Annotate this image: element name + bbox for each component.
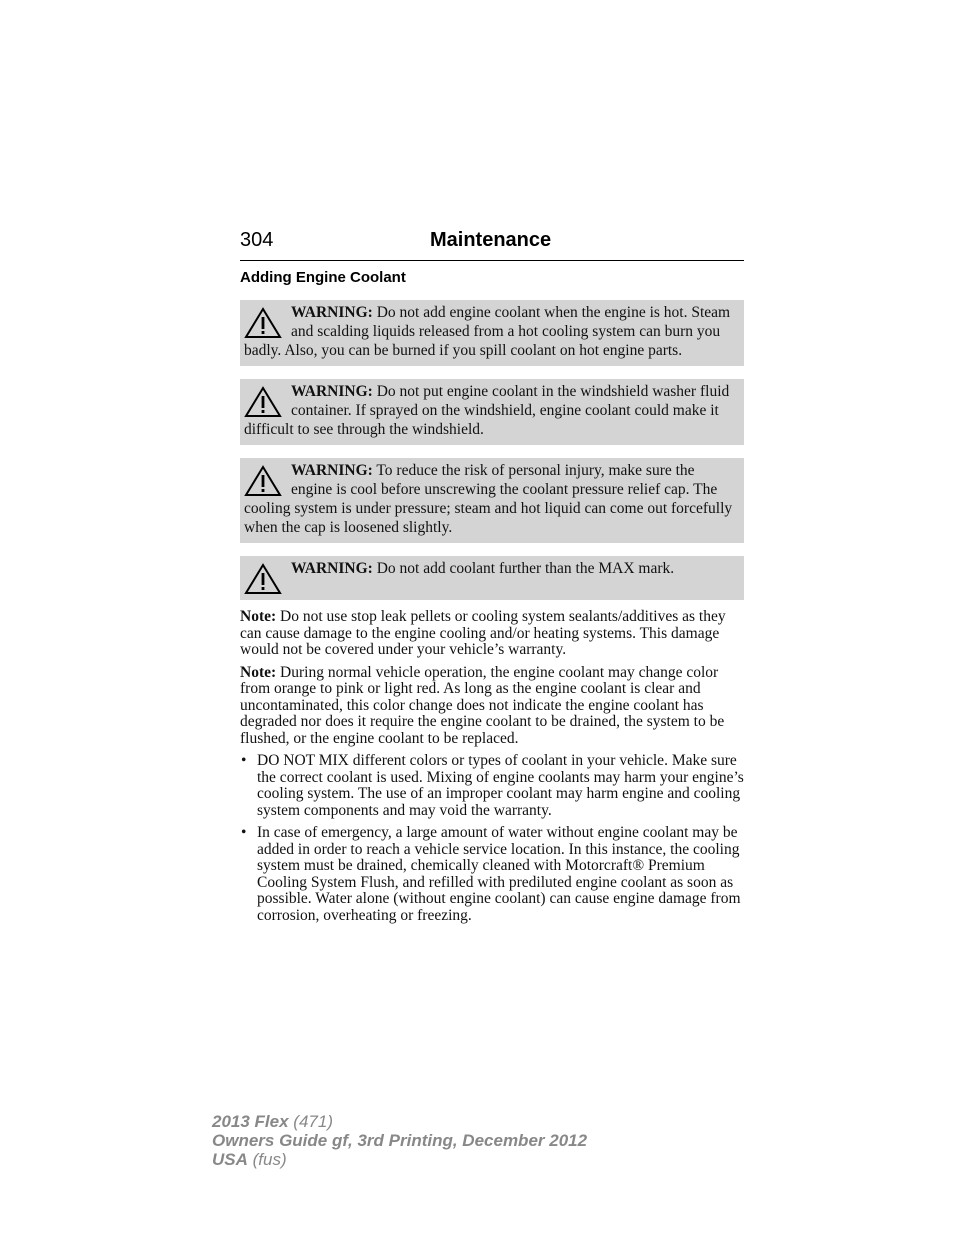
list-item (240, 753, 744, 819)
page-header (240, 229, 744, 261)
warning-label: WARNING: (291, 560, 373, 577)
footer-line-3 (212, 1150, 587, 1169)
warning-box (240, 300, 744, 366)
page-footer (212, 1112, 587, 1169)
section-title: Maintenance (430, 229, 552, 251)
warning-text: To reduce the risk of personal injury, make sure the engine is cool before unscrewing the coolant pressure relief cap. The cooling system is under pressure; steam and hot liquid can come out forcefully when the cap is loosened slightly. (244, 462, 733, 536)
warning-triangle-icon (244, 563, 282, 595)
footer-line-1 (212, 1112, 587, 1131)
subheading: Adding Engine Coolant (240, 269, 406, 286)
note-label: Note: (240, 663, 277, 681)
bullet-marker: • (241, 824, 247, 841)
footer-market: USA (212, 1150, 248, 1169)
warning-box (240, 379, 744, 445)
warning-text: Do not add engine coolant when the engine is hot. Steam and scalding liquids released from a hot cooling system can burn you badly. Also, you can be burned if you spill coolant on hot engine parts. (244, 304, 731, 359)
warning-text: Do not put engine coolant in the windshield washer fluid container. If sprayed on the windshield, engine coolant could make it difficult to see through the windshield. (244, 383, 730, 438)
manual-page (240, 229, 744, 930)
bullet-list (240, 753, 744, 924)
page-number: 304 (240, 229, 274, 251)
warning-triangle-icon (244, 307, 282, 339)
note-text: Do not use stop leak pellets or cooling system sealants/additives as they can cause damage to the engine cooling and/or heating systems. This damage would not be covered under your vehicle’s warranty. (240, 608, 726, 658)
warning-box (240, 556, 744, 600)
footer-model: 2013 Flex (212, 1112, 289, 1131)
warning-triangle-icon (244, 465, 282, 497)
warning-triangle-icon (244, 386, 282, 418)
footer-model-code: (471) (293, 1112, 333, 1131)
footer-line-2 (212, 1131, 587, 1150)
list-item-text: In case of emergency, a large amount of water without engine coolant may be added in order to reach a vehicle service location. In this instance, the cooling system must be drained, chemically cleaned with Motorcraft® Premium Cooling System Flush, and refilled with prediluted engine coolant as soon as possible. Water alone (without engine coolant) can cause engine damage from corrosion, overheating or freezing. (257, 824, 741, 924)
warning-label: WARNING: (291, 304, 373, 321)
bullet-marker: • (241, 752, 247, 769)
list-item-text: DO NOT MIX different colors or types of coolant in your vehicle. Make sure the correct coolant is used. Mixing of engine coolants may harm your engine’s cooling system. The use of an improper coolant may harm engine and cooling system components and may void the warranty. (257, 752, 744, 819)
warning-label: WARNING: (291, 383, 373, 400)
footer-market-code: (fus) (252, 1150, 287, 1169)
list-item (240, 825, 744, 924)
note-paragraph (240, 609, 744, 659)
note-text: During normal vehicle operation, the engine coolant may change color from orange to pink or light red. As long as the engine coolant is clear and uncontaminated, this color change does not indicate the engine coolant has degraded nor does it require the engine coolant to be drained, the system to be flushed, or the engine coolant to be replaced. (240, 663, 725, 747)
footer-printing: Owners Guide gf, 3rd Printing, December 2012 (212, 1131, 588, 1150)
warning-box (240, 458, 744, 543)
note-paragraph (240, 665, 744, 748)
note-label: Note: (240, 608, 277, 625)
warning-text: Do not add coolant further than the MAX mark. (376, 560, 675, 577)
warning-label: WARNING: (291, 462, 373, 479)
